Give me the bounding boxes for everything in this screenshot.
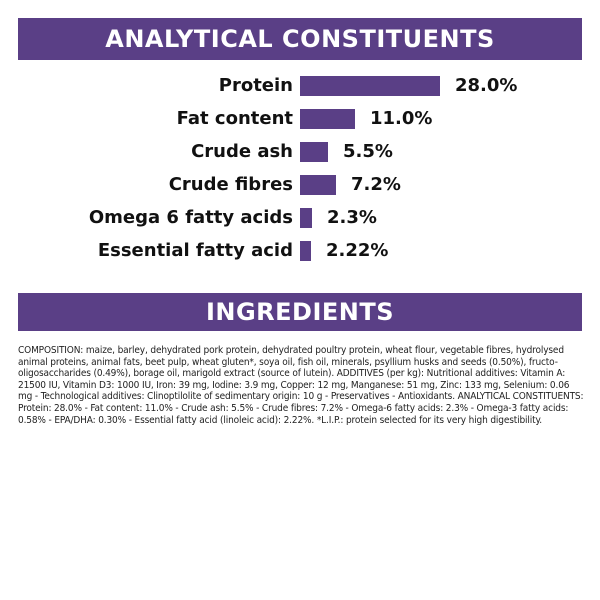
constituent-label: Crude fibres — [168, 174, 293, 195]
analytical-constituents-title: ANALYTICAL CONSTITUENTS — [105, 25, 495, 53]
constituent-row-fat-content — [0, 105, 600, 133]
constituent-value: 7.2% — [351, 174, 401, 195]
ingredients-title: INGREDIENTS — [205, 298, 395, 326]
constituent-label: Protein — [218, 75, 293, 96]
analytical-constituents-banner — [18, 18, 582, 60]
constituent-bar — [300, 109, 355, 129]
constituent-row-crude-ash — [0, 138, 600, 166]
composition-text: COMPOSITION: maize, barley, dehydrated pork protein, dehydrated poultry protein, wheat flour, vegetable fibres, hydrolysed animal proteins, animal fats, beet pulp, wheat gluten*, soya oil, fish oil, minerals, psyllium husks and seeds (0.50%), fructo-oligosaccharides (0.49%), borage oil, marigold extract (source of lutein). ADDITIVES (per kg): Nutritional additives: Vitamin A: 21500 IU, Vitamin D3: 1000 IU, Iron: 39 mg, Iodine: 3.9 mg, Copper: 12 mg, Manganese: 51 mg, Zinc: 133 mg, Selenium: 0.06 mg - Technological additives: Clinoptilolite of sedimentary origin: 10 g - Preservatives - Antioxidants. ANALYTICAL CONSTITUENTS: Protein: 28.0% - Fat content: 11.0% - Crude ash: 5.5% - Crude fibres: 7.2% - Omega-6 fatty acids: 2.3% - Omega-3 fatty acids: 0.58% - EPA/DHA: 0.30% - Essential fatty acid (linoleic acid): 2.22%. *L.I.P.: protein selected for its very high digestibility. — [18, 345, 584, 426]
constituent-bar — [300, 175, 336, 195]
constituent-bar — [300, 208, 312, 228]
constituent-row-protein — [0, 72, 600, 100]
constituent-row-essential-fatty-acid — [0, 237, 600, 265]
constituent-label: Omega 6 fatty acids — [88, 207, 293, 228]
constituent-row-crude-fibres — [0, 171, 600, 199]
constituent-value: 2.3% — [327, 207, 377, 228]
constituent-value: 2.22% — [326, 240, 389, 261]
constituent-label: Essential fatty acid — [97, 240, 293, 261]
constituent-bar — [300, 76, 440, 96]
constituent-row-omega-6 — [0, 204, 600, 232]
constituent-bar — [300, 142, 328, 162]
constituent-value: 28.0% — [455, 75, 518, 96]
constituent-bar — [300, 241, 311, 261]
constituent-value: 11.0% — [370, 108, 433, 129]
constituent-label: Fat content — [176, 108, 293, 129]
ingredients-banner — [18, 293, 582, 331]
constituent-value: 5.5% — [343, 141, 393, 162]
constituent-label: Crude ash — [191, 141, 293, 162]
